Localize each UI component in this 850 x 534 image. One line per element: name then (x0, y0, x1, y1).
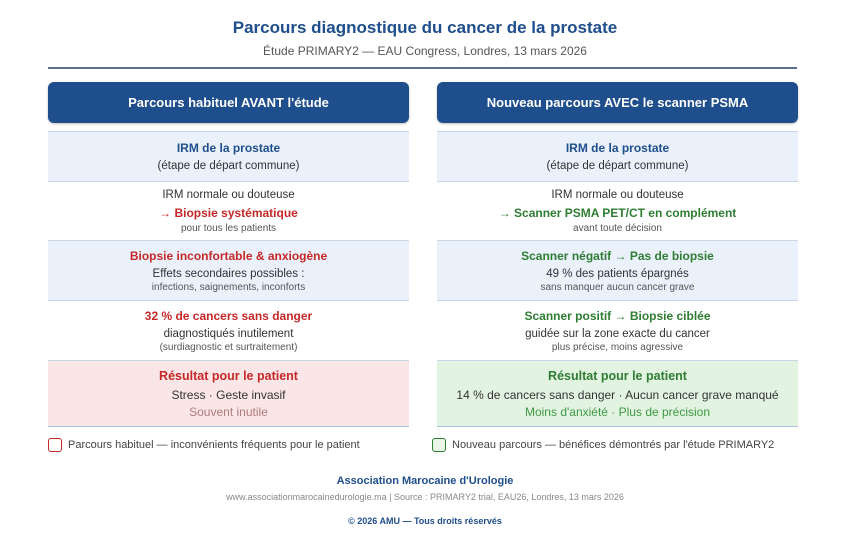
step-note: (étape de départ commune) (157, 160, 300, 172)
left-column-header: Parcours habituel AVANT l'étude (48, 82, 409, 123)
left-step-overdiagnosis (48, 300, 409, 360)
footer-source: www.associationmarocainedurologie.ma | Source : PRIMARY2 trial, EAU26, Londres, 13 mars 2026 (226, 492, 624, 502)
step-detail: plus précise, moins agressive (551, 341, 684, 353)
legend-item-usual (48, 438, 360, 452)
step-action: Scanner positif → Biopsie ciblée (524, 308, 711, 323)
page-subtitle: Étude PRIMARY2 — EAU Congress, Londres, 13 mars 2026 (263, 44, 587, 58)
left-step-discomfort (48, 240, 409, 300)
step-title: IRM de la prostate (176, 141, 281, 155)
outcome-line: Stress · Geste invasif (171, 387, 286, 402)
step-detail: sans manquer aucun cancer grave (540, 281, 695, 293)
step-detail: avant toute décision (573, 222, 662, 234)
left-step-mri (48, 131, 409, 181)
right-step-negative-scan (437, 240, 798, 300)
outcome-detail: Moins d'anxiété · Plus de précision (524, 404, 711, 419)
right-step-psma (437, 181, 798, 240)
step-detail: infections, saignements, inconforts (151, 281, 306, 293)
legend-label: Nouveau parcours — bénéfices démontrés par l'étude PRIMARY2 (452, 439, 775, 451)
step-detail: (surdiagnostic et surtraitement) (159, 341, 298, 353)
step-note: (étape de départ commune) (546, 160, 689, 172)
outcome-title: Résultat pour le patient (548, 368, 687, 383)
right-column-header: Nouveau parcours AVEC le scanner PSMA (437, 82, 798, 123)
legend-label: Parcours habituel — inconvénients fréquents pour le patient (68, 439, 360, 451)
right-patient-outcome (437, 360, 798, 426)
legend-swatch-red (48, 438, 62, 452)
step-line: Effets secondaires possibles : (152, 267, 305, 280)
outcome-title: Résultat pour le patient (159, 368, 298, 383)
legend-item-new (432, 438, 774, 452)
step-action: 32 % de cancers sans danger (144, 308, 313, 323)
step-line: diagnostiqués inutilement (163, 327, 294, 340)
step-line: IRM normale ou douteuse (551, 188, 684, 201)
right-step-positive-scan (437, 300, 798, 360)
legend-swatch-green (432, 438, 446, 452)
left-patient-outcome (48, 360, 409, 426)
footer-organization: Association Marocaine d'Urologie (336, 475, 514, 487)
step-action: → Scanner PSMA PET/CT en complément (498, 205, 737, 220)
step-action: Scanner négatif → Pas de biopsie (521, 248, 714, 263)
page-title: Parcours diagnostique du cancer de la prostate (232, 18, 618, 37)
step-title: IRM de la prostate (565, 141, 670, 155)
left-step-biopsy (48, 181, 409, 240)
step-line: guidée sur la zone exacte du cancer (525, 327, 710, 340)
outcome-detail: Souvent inutile (189, 404, 268, 419)
title-divider (48, 67, 797, 69)
outcome-line: 14 % de cancers sans danger · Aucun cancer grave manqué (456, 387, 779, 402)
step-line: 49 % des patients épargnés (546, 267, 689, 280)
step-detail: pour tous les patients (180, 222, 277, 234)
step-action: Biopsie inconfortable & anxiogène (129, 248, 328, 263)
right-step-mri (437, 131, 798, 181)
footer-copyright: © 2026 AMU — Tous droits réservés (348, 516, 502, 526)
step-action: → Biopsie systématique (159, 205, 298, 220)
step-line: IRM normale ou douteuse (162, 188, 295, 201)
